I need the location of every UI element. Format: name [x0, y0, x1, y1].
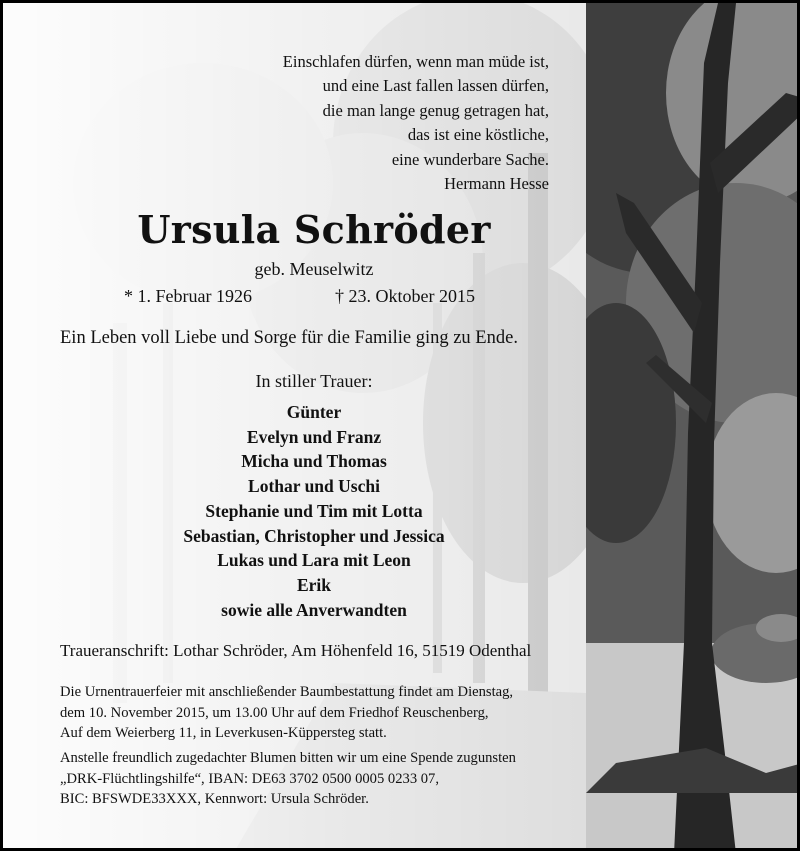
poem-line: und eine Last fallen lassen dürfen, — [322, 76, 549, 96]
mourner-name: Micha und Thomas — [241, 451, 387, 472]
poem-line: eine wunderbare Sache. — [391, 149, 549, 169]
mourner-name: Sebastian, Christopher und Jessica — [183, 525, 445, 546]
deceased-name: Ursula Schröder — [137, 207, 491, 252]
birth-date: * 1. Februar 1926 — [124, 286, 252, 306]
mourning-address: Traueranschrift: Lothar Schröder, Am Höhenfeld 16, 51519 Odenthal — [60, 641, 532, 660]
death-date: † 23. Oktober 2015 — [335, 286, 475, 306]
poem — [283, 50, 549, 196]
ceremony-line: Die Urnentrauerfeier mit anschließender Baumbestattung findet am Dienstag, — [60, 684, 514, 700]
mourner-name: Evelyn und Franz — [246, 426, 382, 447]
mourning-heading: In stiller Trauer: — [255, 371, 373, 391]
poem-line: das ist eine köstliche, — [407, 125, 549, 145]
ceremony-notice — [60, 682, 513, 744]
mourners-list — [3, 400, 625, 622]
mourner-name: Stephanie und Tim mit Lotta — [205, 500, 423, 521]
maiden-name: geb. Meuselwitz — [254, 259, 374, 279]
poem-author: Hermann Hesse — [444, 174, 549, 194]
poem-line: die man lange genug getragen hat, — [322, 100, 549, 120]
mourner-name: sowie alle Anverwandten — [221, 599, 407, 620]
mourner-name: Erik — [296, 574, 332, 595]
mourner-name: Günter — [286, 402, 342, 422]
mourner-name: Lukas und Lara mit Leon — [217, 550, 411, 571]
ceremony-line: dem 10. November 2015, um 13.00 Uhr auf dem Friedhof Reuschenberg, — [60, 704, 489, 721]
life-summary: Ein Leben voll Liebe und Sorge für die Familie ging zu Ende. — [60, 328, 518, 348]
donation-line: Anstelle freundlich zugedachter Blumen bitten wir um eine Spende zugunsten — [60, 750, 516, 766]
donation-notice — [60, 748, 516, 810]
donation-line: BIC: BFSWDE33XXX, Kennwort: Ursula Schröder. — [60, 791, 369, 807]
ceremony-line: Auf dem Weierberg 11, in Leverkusen-Küppersteg statt. — [60, 725, 387, 741]
poem-line: Einschlafen dürfen, wenn man müde ist, — [282, 52, 549, 71]
mourner-name: Lothar und Uschi — [248, 476, 380, 497]
donation-line: „DRK-Flüchtlingshilfe“, IBAN: DE63 3702 0500 0005 0233 07, — [60, 770, 440, 787]
